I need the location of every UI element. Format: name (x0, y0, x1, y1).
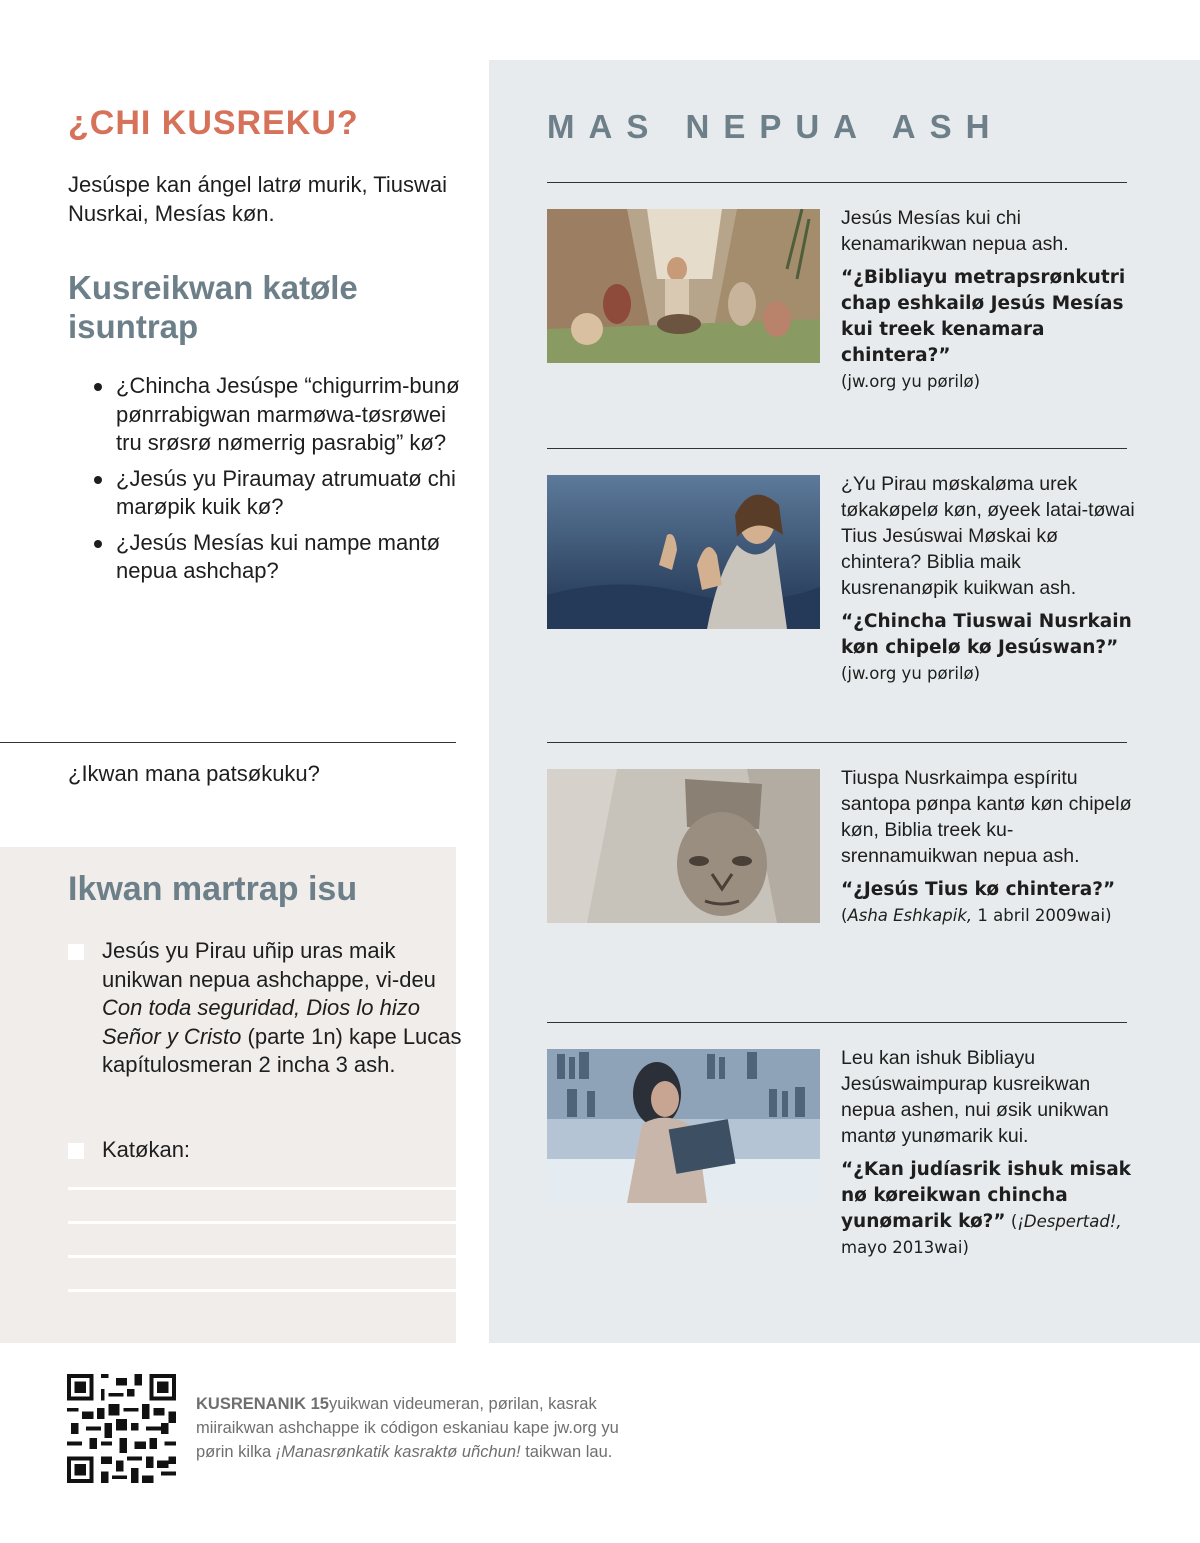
info-item-3: Tiuspa Nusrkaimpa espíritu santopa pønpa kantø køn chipelø køn, Biblia treek ku-srennamuikwan nepua ash. “¿Jesús Tius kø chintera?” (Asha Eshkapik, 1 abril 2009wai) (841, 765, 1136, 929)
article-title[interactable]: “¿Jesús Tius kø chintera?” (841, 879, 1116, 900)
bullet-icon (94, 540, 102, 548)
checklist-item: Katøkan: (68, 1136, 472, 1165)
divider (547, 182, 1127, 183)
bullet-icon (94, 383, 102, 391)
activity-heading: Ikwan martrap isu (68, 870, 358, 908)
intro-text: Jesúspe kan ángel latrø murik, Tiuswai Nusrkai, Mesías køn. (68, 172, 448, 226)
list-item: ¿Chincha Jesúspe “chigurrim-bunø pønrrabigwan marmøwa-tøsrøwei tru srøsrø nømerrig pasrabig” kø? (92, 372, 462, 458)
jesus-entering-jerusalem-illustration[interactable] (547, 209, 820, 363)
info-item-1: Jesús Mesías kui chi kenamarikwan nepua ash. “¿Bibliayu metrapsrønkutri chap eshkailø Jesús Mesías kui treek kenamara chintera?” (jw.org yu pørilø) (841, 205, 1136, 395)
divider (0, 742, 456, 743)
divider (547, 742, 1127, 743)
list-item: ¿Jesús yu Piraumay atrumuatø chi marøpik kuik kø? (92, 465, 462, 522)
jesus-praying-illustration[interactable] (547, 475, 820, 629)
activity-box (0, 847, 456, 1343)
info-item-4: Leu kan ishuk Bibliayu Jesúswaimpurap kusreikwan nepua ashen, nui øsik unikwan mantø yunømarik kui. “¿Kan judíasrik ishuk misak nø køreikwan chincha yunømarik kø?” (¡Despertad!, mayo 2013wai) (841, 1047, 1131, 1257)
writing-line (68, 1187, 456, 1190)
woman-reading-book-photo[interactable] (547, 1049, 820, 1203)
checkbox[interactable] (68, 1143, 84, 1159)
page-title: ¿CHI KUSREKU? (68, 104, 359, 142)
divider (547, 1022, 1127, 1023)
question-text: ¿Ikwan mana patsøkuku? (68, 761, 320, 786)
writing-line (68, 1221, 456, 1224)
checkbox[interactable] (68, 944, 84, 960)
article-title[interactable]: “¿Kan judíasrik ishuk misak nø køreikwan chincha yunømarik kø?” (841, 1159, 1131, 1232)
article-title[interactable]: “¿Chincha Tiuswai Nusrkain køn chipelø kø Jesúswan?” (841, 611, 1132, 658)
bullet-icon (94, 476, 102, 484)
checklist-item: Jesús yu Pirau uñip uras maik unikwan nepua ashchappe, vi-deu Con toda seguridad, Dios lo hizo Señor y Cristo (parte 1n) kape Lucas kapítulosmeran 2 incha 3 ash. (68, 937, 472, 1080)
writing-line (68, 1255, 456, 1258)
info-item-2: ¿Yu Pirau møskaløma urek tøkakøpelø køn, øyeek latai-tøwai Tius Jesúswai Møskai kø chintera? Biblia maik kusrenanøpik kuikwan ash. “¿Chincha Tiuswai Nusrkain køn chipelø kø Jesúswan?” (jw.org yu pørilø) (841, 473, 1135, 683)
footer-text: KUSRENANIK 15yuikwan videumeran, pørilan, kasrak miiraikwan ashchappe ik códigon eskaniau kape jw.org yu pørin kilka ¡Manasrønkatik kasraktø uñchun! taikwan lau. (196, 1395, 619, 1461)
list-item: ¿Jesús Mesías kui nampe mantø nepua ashchap? (92, 529, 462, 586)
qr-code-icon[interactable] (67, 1374, 176, 1483)
question-list (92, 372, 462, 593)
section-heading: Kusreikwan katøle isuntrap (68, 269, 358, 345)
three-faced-stone-carving[interactable] (547, 769, 820, 923)
divider (547, 448, 1127, 449)
panel-heading: MAS NEPUA ASH (547, 108, 1004, 145)
article-title[interactable]: “¿Bibliayu metrapsrønkutri chap eshkailø Jesús Mesías kui treek kenamara chintera?” (841, 267, 1126, 366)
writing-line (68, 1289, 456, 1292)
